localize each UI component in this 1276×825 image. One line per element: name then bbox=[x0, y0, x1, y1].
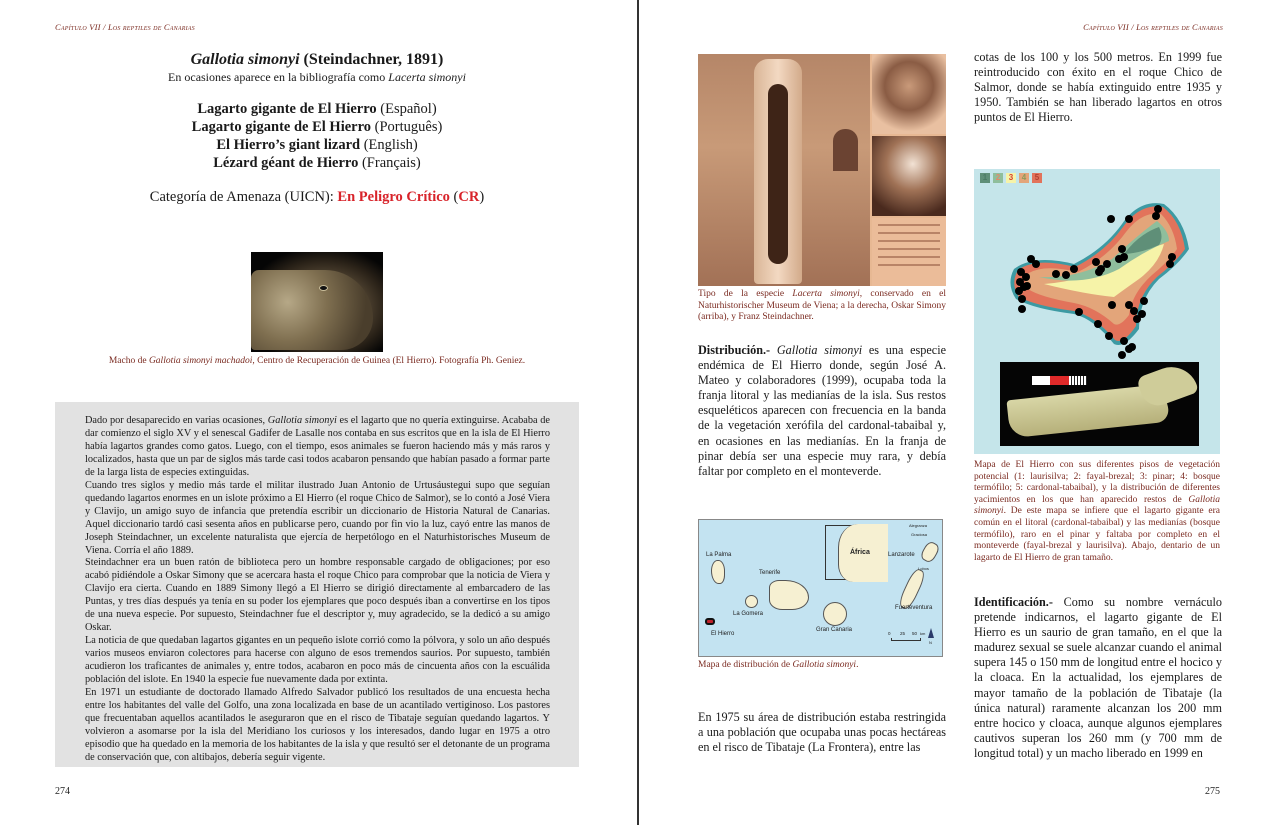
fossil-site-dot bbox=[1120, 337, 1128, 345]
museum-photo-caption bbox=[698, 289, 946, 324]
fossil-site-dot bbox=[1103, 260, 1111, 268]
north-label: N bbox=[929, 640, 932, 645]
common-name: Lagarto gigante de El Hierro bbox=[197, 101, 377, 117]
fossil-site-dot bbox=[1118, 245, 1126, 253]
paren: ) bbox=[479, 189, 485, 205]
legend-item-5: 5 bbox=[1032, 173, 1042, 183]
label-alegranza: Alegranza bbox=[909, 523, 928, 528]
island-la-palma bbox=[711, 560, 725, 584]
label-graciosa: Graciosa bbox=[911, 532, 928, 537]
legend-item-1: 1 bbox=[980, 173, 990, 183]
fossil-site-dot bbox=[1015, 287, 1023, 295]
fossil-site-dot bbox=[1018, 305, 1026, 313]
common-name-fr bbox=[55, 154, 579, 172]
scale-label: 50 bbox=[912, 631, 918, 636]
preserved-lizard bbox=[768, 84, 788, 264]
island-tenerife bbox=[769, 580, 809, 610]
publication-page-image bbox=[872, 218, 946, 286]
fossil-site-dot bbox=[1168, 253, 1176, 261]
label-lanzarote: Lanzarote bbox=[888, 552, 915, 558]
common-name-es bbox=[55, 100, 579, 118]
canary-islands-map bbox=[698, 519, 943, 657]
identification-text: Como su nombre vernáculo pretende indicarnos, el lagarto gigante de El Hierro es un saurio de gran tamaño, en el que la madurez sexual se suele alcanzar cuando el animal supera 145 o 150 mm de longitud entre el hocico y la cloaca. En la actualidad, los ejemplares de mayor tamaño de la población de Tibataje (la única natural) raramente alcanzan los 200 mm entre hocico y cloaca, aunque algunos ejemplares cautivos superan los 260 mm (y 700 mm de longitud total) y un macho liberado en 1999 en bbox=[974, 595, 1222, 760]
museum-specimen-collage bbox=[698, 54, 946, 286]
fossil-site-dot bbox=[1094, 320, 1102, 328]
history-paragraph-1 bbox=[85, 415, 550, 480]
fossil-site-dot bbox=[1105, 332, 1113, 340]
language-label: (Español) bbox=[376, 101, 437, 117]
running-head-right bbox=[1083, 22, 1223, 32]
museum-window-photo bbox=[698, 54, 870, 286]
label-la-palma: La Palma bbox=[706, 552, 732, 558]
fossil-site-dot bbox=[1120, 253, 1128, 261]
caption-text: Mapa de distribución de bbox=[698, 660, 793, 670]
language-label: (Français) bbox=[358, 155, 421, 171]
common-name-en bbox=[55, 136, 579, 154]
label-la-gomera: La Gomera bbox=[733, 611, 764, 617]
fossil-site-dot bbox=[1118, 351, 1126, 359]
fossil-site-dot bbox=[1166, 260, 1174, 268]
caption-species: Gallotia simonyi bbox=[974, 494, 1220, 517]
threat-label: Categoría de Amenaza (UICN): bbox=[149, 189, 338, 205]
el-hierro-vegetation-figure bbox=[974, 169, 1220, 454]
caption-species: Lacerta simonyi bbox=[792, 289, 860, 299]
el-hierro-map-caption bbox=[974, 460, 1220, 564]
fossil-site-dot bbox=[1070, 265, 1078, 273]
lizard-head-photo bbox=[251, 252, 383, 352]
fossil-site-dot bbox=[1140, 297, 1148, 305]
text: es el lagarto que no quería extinguirse. Acababa de dar comienzo el siglo XV y el senescal Gadifer de Lasalle nos contaba en sus escritos que en la isla de El Hierro había lagartos grandes como gatos. Luego, con el tiempo, esos animales se fueron haciendo más y más raros y localizados, hasta que un par de siglos más tarde casi todos acabaron pensando que habían pasado a formar parte de la larga lista de especies extinguidas. bbox=[85, 415, 550, 478]
fossil-site-dot bbox=[1062, 271, 1070, 279]
portrait-oskar-simony bbox=[872, 54, 946, 134]
synonym-line bbox=[55, 70, 579, 84]
map-scale-bar bbox=[891, 638, 921, 641]
common-name: El Hierro’s giant lizard bbox=[216, 137, 361, 153]
threat-status: En Peligro Crítico bbox=[337, 189, 450, 205]
history-paragraph-2: Cuando tres siglos y medio más tarde el militar ilustrado Juan Antonio de Urtusáustegui supo que seguían quedando lagartos enormes en un islote próximo a El Hierro (el roque Chico de Salmor), se lo contó a José Viera y Clavijo, un amigo suyo de infancia que pretendía escribir un diccionario de Historia Natural de Canarias. Aquel diccionario tardó casi sesenta años en publicarse pero, cuando por fin vio la luz, cayó entre las manos de Joseph Steindachner, un excelente naturalista que ejercía de herpetólogo en el Naturhistorisches Museum de Viena. Corría el año 1889. bbox=[85, 479, 550, 556]
jawbone-photo bbox=[1000, 362, 1199, 446]
common-name-pt bbox=[55, 118, 579, 136]
scale-white-segment bbox=[1032, 376, 1050, 385]
scale-mm-ticks bbox=[1069, 376, 1087, 385]
distribution-heading: Distribución.- bbox=[698, 343, 771, 357]
species-authority: (Steindachner, 1891) bbox=[299, 51, 444, 68]
caption-text: . bbox=[856, 660, 859, 670]
label-gran-canaria: Gran Canaria bbox=[816, 627, 853, 633]
history-paragraph-4: La noticia de que quedaban lagartos gigantes en un pequeño islote corrió como la pólvora, y solo un año después varios museos enviaron colectores para hacerse con alguno de esos tremendos saurios. Por supuesto, también acudieron los traficantes de animales y, entre todos, acabaron en poco más de cincuenta años con la escuálida población del islote. En 1940 la especie fue nuevamente dada por extinta. bbox=[85, 635, 550, 686]
caption-text: Tipo de la especie bbox=[698, 289, 793, 299]
legend-item-3: 3 bbox=[1006, 173, 1016, 183]
page-number-right: 275 bbox=[1205, 786, 1220, 797]
scale-red-segment bbox=[1050, 376, 1069, 385]
common-names-list bbox=[55, 100, 579, 172]
section-label: Los reptiles de Canarias bbox=[1136, 22, 1223, 32]
caption-species: Gallotia simonyi machadoi bbox=[148, 356, 253, 366]
book-spine-divider bbox=[637, 0, 639, 825]
legend-item-2: 2 bbox=[993, 173, 1003, 183]
fossil-site-dot bbox=[1128, 343, 1136, 351]
fossil-site-dot bbox=[1108, 301, 1116, 309]
identification-section bbox=[974, 595, 1222, 761]
chapter-label: Capítulo VII bbox=[1083, 22, 1129, 32]
caption-text: . De este mapa se infiere que el lagarto gigante era común en el litoral (cardonal-tabaibal) y las medianías (bosque termófilo), raro en el pinar y faltaba por completo en el monteverde (fayal-brezal y laurisilva). Abajo, dentario de un lagarto de El Hierro de gran tamaño. bbox=[974, 506, 1220, 563]
separator: / bbox=[100, 22, 108, 32]
caption-text: Mapa de El Hierro con sus diferentes pisos de vegetación potencial (1: laurisilva; 2: fayal-brezal; 3: pinar; 4: bosque termófilo; 5: cardonal-tabaibal), y la distribución de diferentes yacimientos en los que han aparecido restos de bbox=[974, 460, 1220, 505]
island-gran-canaria bbox=[823, 602, 847, 626]
common-name: Lézard géant de Hierro bbox=[213, 155, 359, 171]
caption-species: Gallotia simonyi bbox=[792, 660, 857, 670]
common-name: Lagarto gigante de El Hierro bbox=[191, 119, 372, 135]
scientific-name: Gallotia simonyi bbox=[190, 51, 300, 68]
lizard-photo-caption bbox=[55, 356, 579, 366]
fossil-site-dot bbox=[1107, 215, 1115, 223]
language-label: (Português) bbox=[371, 119, 443, 135]
label-fuerteventura: Fuerteventura bbox=[895, 605, 933, 611]
island-lanzarote bbox=[919, 540, 941, 564]
scale-label: 25 bbox=[900, 631, 906, 636]
scale-label: 0 bbox=[888, 631, 891, 636]
chapter-label: Capítulo VII bbox=[55, 22, 101, 32]
page-number-left: 274 bbox=[55, 786, 70, 797]
fossil-site-dot bbox=[1075, 308, 1083, 316]
synonym-intro: En ocasiones aparece en la bibliografía como bbox=[168, 70, 389, 84]
fossil-site-dot bbox=[1023, 282, 1031, 290]
africa-inset bbox=[825, 525, 882, 580]
history-continued-text: En 1975 su área de distribución estaba restringida a una población que ocupaba unas pocas hectáreas en el risco de Tibataje (La Frontera), entre las bbox=[698, 710, 946, 755]
fossil-site-dot bbox=[1032, 260, 1040, 268]
vegetation-legend bbox=[980, 173, 1042, 183]
label-africa: África bbox=[850, 549, 870, 556]
lizard-eye bbox=[319, 285, 328, 291]
fossil-site-dot bbox=[1095, 268, 1103, 276]
scale-unit: km bbox=[920, 631, 926, 636]
threat-category bbox=[55, 189, 579, 206]
legend-item-4: 4 bbox=[1019, 173, 1029, 183]
paren: ( bbox=[449, 189, 459, 205]
section-label: Los reptiles de Canarias bbox=[107, 22, 195, 32]
column-two-top-text: cotas de los 100 y los 500 metros. En 1999 fue reintroducido con éxito en el roque Chico de Salmor, donde se había extinguido entre 1935 y 1950. También se han liberado lagartos en otros puntos de El Hierro. bbox=[974, 50, 1222, 125]
label-lobos: Lobos bbox=[918, 566, 929, 571]
portrait-franz-steindachner bbox=[872, 136, 946, 216]
species-italic: Gallotia simonyi bbox=[776, 343, 863, 357]
fossil-site-dot bbox=[1092, 258, 1100, 266]
language-label: (English) bbox=[360, 137, 418, 153]
distribution-map-caption bbox=[698, 660, 858, 670]
fossil-site-dot bbox=[1152, 212, 1160, 220]
history-paragraph-5: En 1971 un estudiante de doctorado llamado Alfredo Salvador publicó los resultados de una encuesta hecha entre los habitantes del valle del Golfo, una zona localizada en base de un acantilado vertiginoso. Los pastores que frecuentaban aquellos acantilados le aseguraron que en el risco de Tibataje seguían quedando lagartos. Y volvieron a asomarse por la isla del Meridiano los curiosos y los interesados, dando lugar en 1975 a otro episodio que ha quedado en la memoria de los habitantes de la isla y que resultó ser el detonante de un programa de conservación que, con altibajos, debería seguir vigente. bbox=[85, 687, 550, 763]
caption-text: , conservado en el Naturhistorischer Museum de Viena; a la derecha, Oskar Simony (arriba), y Franz Steindachner. bbox=[698, 289, 947, 323]
history-paragraph-3: Steindachner era un buen ratón de biblioteca pero un hombre responsable cargado de obligaciones; por eso acabó pidiéndole a Oskar Simony que se acercara hasta el roque Chico para comprobar que la noticia de Viera y Clavijo era cierta. Cuando en 1889 Simony llegó a El Hierro se dirigió directamente al embarcadero de las Puntas, y tres días después ya tenía en su poder los ejemplares que poco después iban a convertirse en los tipos de una nueva especie. Por supuesto, Steindachner fue el descriptor y, muy agradecido, se la dedicó a su amigo Oskar. bbox=[85, 557, 550, 634]
distribution-text: es una especie endémica de El Hierro donde, según José A. Mateo y colaboradores (1999), ocupaba toda la franja litoral y las medianías de la isla. Sus restos esqueléticos aparecen con frecuencia en la banda de la vegetación xerófila del cardonal-tabaibal y, en ocasiones en las medianías. En la franja de pinar debía ser una especie muy rara, y debía faltar por completo en el monteverde. bbox=[698, 343, 946, 478]
el-hierro-vegetation-map bbox=[974, 169, 1220, 364]
label-el-hierro: El Hierro bbox=[711, 631, 735, 637]
text: Dado por desaparecido en varias ocasiones, bbox=[85, 415, 268, 426]
species-title-block bbox=[55, 50, 579, 206]
distribution-section bbox=[698, 343, 946, 479]
running-head-left bbox=[55, 22, 195, 32]
island-la-gomera bbox=[745, 595, 758, 608]
fossil-site-dot bbox=[1154, 205, 1162, 213]
species-italic: Gallotia simonyi bbox=[267, 415, 337, 426]
north-arrow-icon bbox=[928, 628, 934, 638]
fossil-site-dot bbox=[1138, 310, 1146, 318]
island-el-hierro-highlight bbox=[705, 618, 715, 625]
history-sidebar-box bbox=[55, 402, 579, 767]
fossil-site-dot bbox=[1125, 215, 1133, 223]
fossil-site-dot bbox=[1052, 270, 1060, 278]
separator: / bbox=[1128, 22, 1137, 32]
building-window bbox=[833, 129, 858, 171]
species-title bbox=[55, 50, 579, 70]
identification-heading: Identificación.- bbox=[974, 595, 1053, 609]
lizard-head-shape bbox=[251, 270, 373, 350]
caption-text: , Centro de Recuperación de Guinea (El Hierro). Fotografía Ph. Geniez. bbox=[252, 356, 526, 366]
synonym-name: Lacerta simonyi bbox=[388, 70, 466, 84]
label-tenerife: Tenerife bbox=[759, 570, 781, 576]
fossil-site-dot bbox=[1130, 307, 1138, 315]
fossil-site-dot bbox=[1018, 295, 1026, 303]
threat-code: CR bbox=[458, 189, 480, 205]
caption-text: Macho de bbox=[108, 356, 149, 366]
